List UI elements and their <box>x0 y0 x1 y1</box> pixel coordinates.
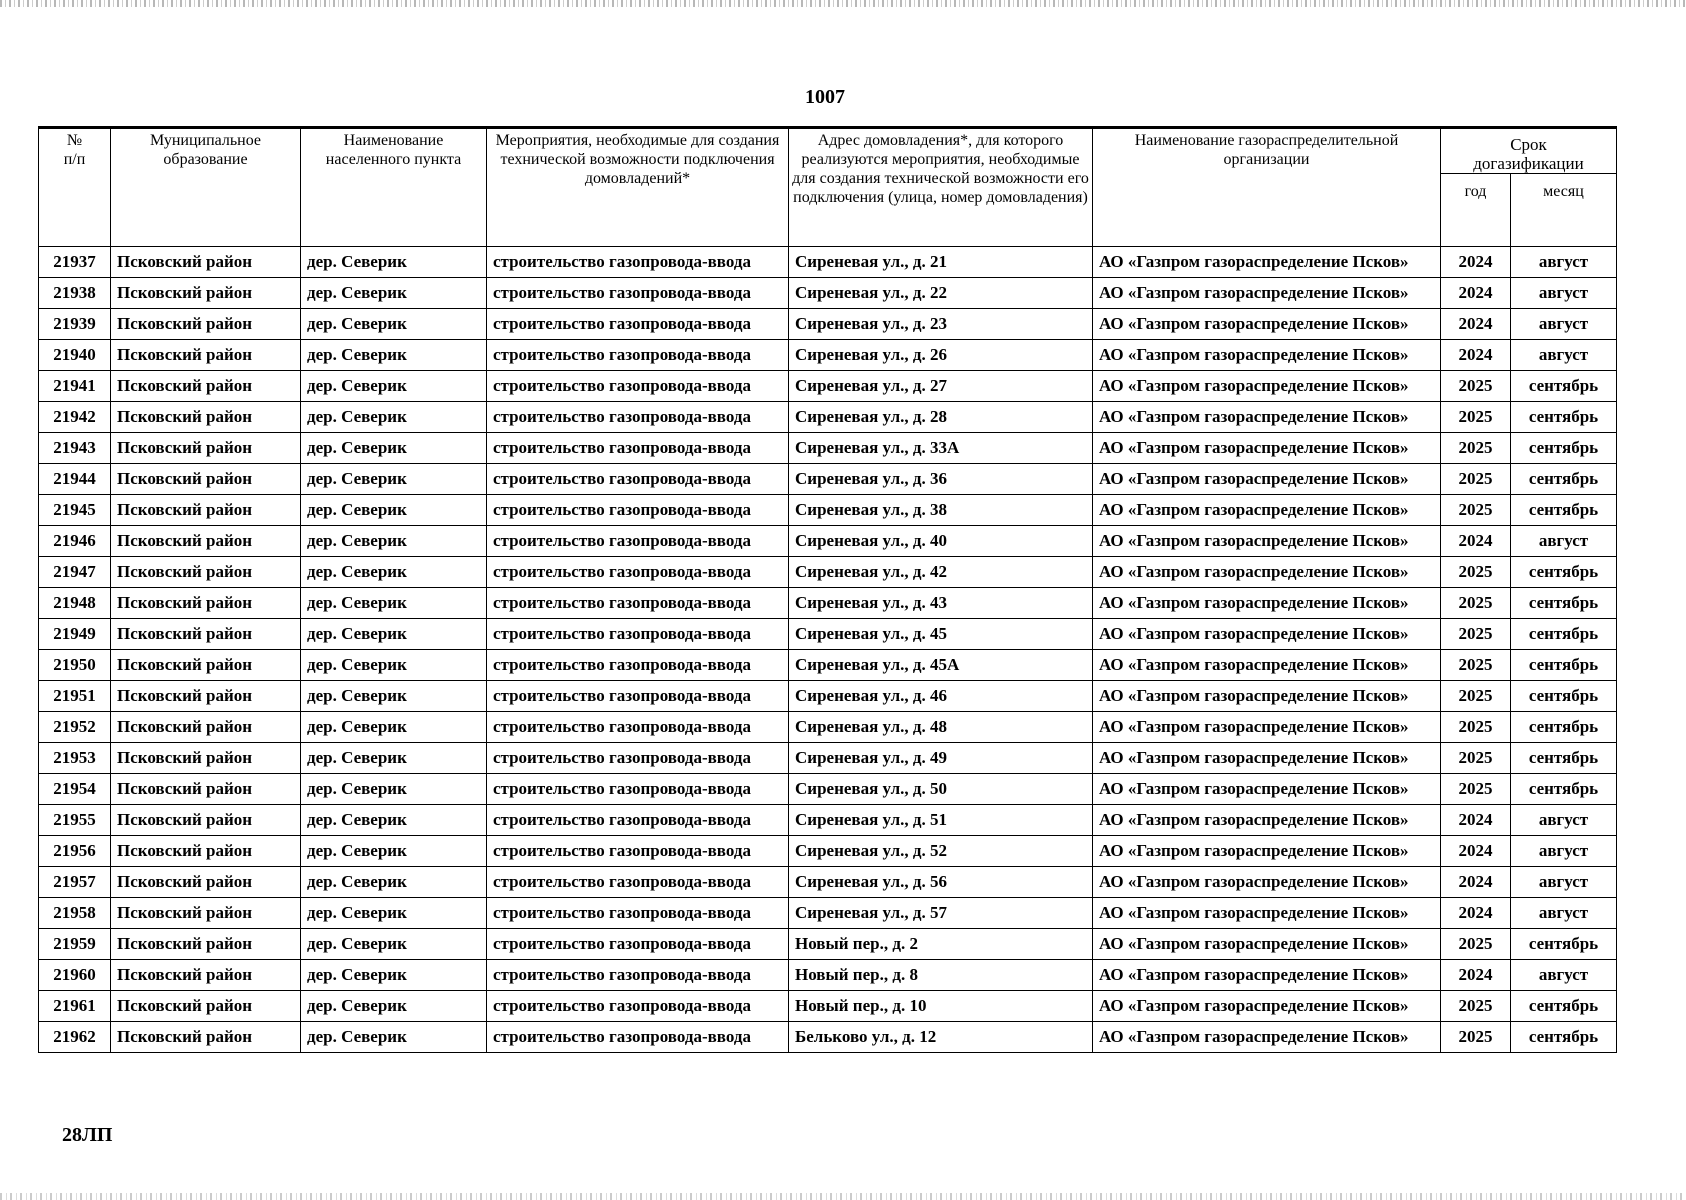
address-cell: Сиреневая ул., д. 52 <box>789 836 1093 867</box>
settlement-cell: дер. Северик <box>301 526 487 557</box>
table-row <box>39 929 1617 960</box>
address-cell: Сиреневая ул., д. 45А <box>789 650 1093 681</box>
year-cell: 2025 <box>1441 464 1511 495</box>
settlement-cell: дер. Северик <box>301 557 487 588</box>
table-body <box>39 247 1617 1053</box>
measure-cell: строительство газопровода-ввода <box>487 743 789 774</box>
month-cell: сентябрь <box>1511 1022 1617 1053</box>
settlement-cell: дер. Северик <box>301 650 487 681</box>
table-row <box>39 867 1617 898</box>
header-measures: Мероприятия, необходимые для создания технической возможности подключения домовладений* <box>487 128 789 247</box>
settlement-cell: дер. Северик <box>301 619 487 650</box>
municipality-cell: Псковский район <box>111 278 301 309</box>
municipality-cell: Псковский район <box>111 743 301 774</box>
year-cell: 2024 <box>1441 309 1511 340</box>
month-cell: сентябрь <box>1511 743 1617 774</box>
row-number: 21950 <box>39 650 111 681</box>
month-cell: август <box>1511 805 1617 836</box>
row-number: 21951 <box>39 681 111 712</box>
address-cell: Сиреневая ул., д. 42 <box>789 557 1093 588</box>
row-number: 21942 <box>39 402 111 433</box>
year-cell: 2025 <box>1441 743 1511 774</box>
month-cell: сентябрь <box>1511 371 1617 402</box>
measure-cell: строительство газопровода-ввода <box>487 991 789 1022</box>
month-cell: август <box>1511 278 1617 309</box>
organization-cell: АО «Газпром газораспределение Псков» <box>1093 371 1441 402</box>
row-number: 21943 <box>39 433 111 464</box>
measure-cell: строительство газопровода-ввода <box>487 309 789 340</box>
row-number: 21939 <box>39 309 111 340</box>
month-cell: сентябрь <box>1511 712 1617 743</box>
organization-cell: АО «Газпром газораспределение Псков» <box>1093 588 1441 619</box>
measure-cell: строительство газопровода-ввода <box>487 898 789 929</box>
address-cell: Сиреневая ул., д. 23 <box>789 309 1093 340</box>
table-row <box>39 526 1617 557</box>
organization-cell: АО «Газпром газораспределение Псков» <box>1093 495 1441 526</box>
measure-cell: строительство газопровода-ввода <box>487 557 789 588</box>
row-number: 21962 <box>39 1022 111 1053</box>
address-cell: Сиреневая ул., д. 45 <box>789 619 1093 650</box>
row-number: 21937 <box>39 247 111 278</box>
month-cell: сентябрь <box>1511 619 1617 650</box>
row-number: 21953 <box>39 743 111 774</box>
municipality-cell: Псковский район <box>111 619 301 650</box>
month-cell: сентябрь <box>1511 557 1617 588</box>
table-row <box>39 836 1617 867</box>
measure-cell: строительство газопровода-ввода <box>487 464 789 495</box>
header-year: год <box>1441 174 1511 247</box>
row-number: 21957 <box>39 867 111 898</box>
address-cell: Новый пер., д. 2 <box>789 929 1093 960</box>
measure-cell: строительство газопровода-ввода <box>487 495 789 526</box>
footer-code: 28ЛП <box>62 1124 113 1146</box>
municipality-cell: Псковский район <box>111 433 301 464</box>
measure-cell: строительство газопровода-ввода <box>487 371 789 402</box>
measure-cell: строительство газопровода-ввода <box>487 712 789 743</box>
table-row <box>39 960 1617 991</box>
year-cell: 2024 <box>1441 278 1511 309</box>
month-cell: август <box>1511 340 1617 371</box>
row-number: 21960 <box>39 960 111 991</box>
address-cell: Сиреневая ул., д. 46 <box>789 681 1093 712</box>
municipality-cell: Псковский район <box>111 960 301 991</box>
organization-cell: АО «Газпром газораспределение Псков» <box>1093 557 1441 588</box>
organization-cell: АО «Газпром газораспределение Псков» <box>1093 898 1441 929</box>
row-number: 21949 <box>39 619 111 650</box>
municipality-cell: Псковский район <box>111 371 301 402</box>
municipality-cell: Псковский район <box>111 774 301 805</box>
month-cell: сентябрь <box>1511 588 1617 619</box>
organization-cell: АО «Газпром газораспределение Псков» <box>1093 712 1441 743</box>
address-cell: Сиреневая ул., д. 49 <box>789 743 1093 774</box>
municipality-cell: Псковский район <box>111 805 301 836</box>
settlement-cell: дер. Северик <box>301 371 487 402</box>
row-number: 21946 <box>39 526 111 557</box>
address-cell: Сиреневая ул., д. 22 <box>789 278 1093 309</box>
address-cell: Сиреневая ул., д. 28 <box>789 402 1093 433</box>
table-row <box>39 1022 1617 1053</box>
measure-cell: строительство газопровода-ввода <box>487 867 789 898</box>
year-cell: 2025 <box>1441 557 1511 588</box>
table-row <box>39 278 1617 309</box>
year-cell: 2024 <box>1441 340 1511 371</box>
scan-edge-bottom <box>0 1193 1686 1200</box>
organization-cell: АО «Газпром газораспределение Псков» <box>1093 836 1441 867</box>
municipality-cell: Псковский район <box>111 867 301 898</box>
measure-cell: строительство газопровода-ввода <box>487 836 789 867</box>
address-cell: Сиреневая ул., д. 56 <box>789 867 1093 898</box>
row-number: 21940 <box>39 340 111 371</box>
month-cell: сентябрь <box>1511 402 1617 433</box>
address-cell: Сиреневая ул., д. 27 <box>789 371 1093 402</box>
row-number: 21947 <box>39 557 111 588</box>
address-cell: Сиреневая ул., д. 48 <box>789 712 1093 743</box>
row-number: 21959 <box>39 929 111 960</box>
month-cell: сентябрь <box>1511 991 1617 1022</box>
header-settlement: Наименование населенного пункта <box>301 128 487 247</box>
table-row <box>39 991 1617 1022</box>
municipality-cell: Псковский район <box>111 495 301 526</box>
row-number: 21941 <box>39 371 111 402</box>
table-row <box>39 743 1617 774</box>
month-cell: сентябрь <box>1511 929 1617 960</box>
address-cell: Новый пер., д. 8 <box>789 960 1093 991</box>
organization-cell: АО «Газпром газораспределение Псков» <box>1093 526 1441 557</box>
month-cell: сентябрь <box>1511 681 1617 712</box>
year-cell: 2025 <box>1441 588 1511 619</box>
year-cell: 2024 <box>1441 247 1511 278</box>
measure-cell: строительство газопровода-ввода <box>487 433 789 464</box>
year-cell: 2024 <box>1441 836 1511 867</box>
header-organization: Наименование газораспределительной организации <box>1093 128 1441 247</box>
year-cell: 2024 <box>1441 898 1511 929</box>
municipality-cell: Псковский район <box>111 898 301 929</box>
settlement-cell: дер. Северик <box>301 774 487 805</box>
settlement-cell: дер. Северик <box>301 247 487 278</box>
organization-cell: АО «Газпром газораспределение Псков» <box>1093 402 1441 433</box>
settlement-cell: дер. Северик <box>301 712 487 743</box>
year-cell: 2025 <box>1441 681 1511 712</box>
year-cell: 2025 <box>1441 774 1511 805</box>
month-cell: август <box>1511 898 1617 929</box>
address-cell: Сиреневая ул., д. 36 <box>789 464 1093 495</box>
gasification-table <box>38 126 1617 1053</box>
municipality-cell: Псковский район <box>111 1022 301 1053</box>
month-cell: август <box>1511 836 1617 867</box>
settlement-cell: дер. Северик <box>301 991 487 1022</box>
organization-cell: АО «Газпром газораспределение Псков» <box>1093 681 1441 712</box>
month-cell: август <box>1511 247 1617 278</box>
measure-cell: строительство газопровода-ввода <box>487 960 789 991</box>
organization-cell: АО «Газпром газораспределение Псков» <box>1093 247 1441 278</box>
organization-cell: АО «Газпром газораспределение Псков» <box>1093 743 1441 774</box>
organization-cell: АО «Газпром газораспределение Псков» <box>1093 278 1441 309</box>
address-cell: Сиреневая ул., д. 50 <box>789 774 1093 805</box>
settlement-cell: дер. Северик <box>301 898 487 929</box>
table-row <box>39 588 1617 619</box>
scan-edge-top <box>0 0 1686 7</box>
year-cell: 2024 <box>1441 805 1511 836</box>
settlement-cell: дер. Северик <box>301 960 487 991</box>
organization-cell: АО «Газпром газораспределение Псков» <box>1093 650 1441 681</box>
measure-cell: строительство газопровода-ввода <box>487 774 789 805</box>
header-num: № п/п <box>39 128 111 247</box>
organization-cell: АО «Газпром газораспределение Псков» <box>1093 929 1441 960</box>
table-row <box>39 340 1617 371</box>
measure-cell: строительство газопровода-ввода <box>487 247 789 278</box>
settlement-cell: дер. Северик <box>301 433 487 464</box>
month-cell: сентябрь <box>1511 433 1617 464</box>
measure-cell: строительство газопровода-ввода <box>487 588 789 619</box>
table-header <box>39 128 1617 247</box>
year-cell: 2025 <box>1441 433 1511 464</box>
year-cell: 2024 <box>1441 867 1511 898</box>
settlement-cell: дер. Северик <box>301 805 487 836</box>
year-cell: 2025 <box>1441 619 1511 650</box>
organization-cell: АО «Газпром газораспределение Псков» <box>1093 805 1441 836</box>
year-cell: 2025 <box>1441 929 1511 960</box>
table-row <box>39 774 1617 805</box>
address-cell: Сиреневая ул., д. 57 <box>789 898 1093 929</box>
settlement-cell: дер. Северик <box>301 309 487 340</box>
row-number: 21958 <box>39 898 111 929</box>
table-row <box>39 495 1617 526</box>
municipality-cell: Псковский район <box>111 681 301 712</box>
row-number: 21956 <box>39 836 111 867</box>
row-number: 21952 <box>39 712 111 743</box>
settlement-cell: дер. Северик <box>301 681 487 712</box>
month-cell: сентябрь <box>1511 495 1617 526</box>
measure-cell: строительство газопровода-ввода <box>487 526 789 557</box>
address-cell: Сиреневая ул., д. 26 <box>789 340 1093 371</box>
municipality-cell: Псковский район <box>111 402 301 433</box>
organization-cell: АО «Газпром газораспределение Псков» <box>1093 340 1441 371</box>
year-cell: 2025 <box>1441 495 1511 526</box>
table-row <box>39 557 1617 588</box>
settlement-cell: дер. Северик <box>301 836 487 867</box>
table-row <box>39 433 1617 464</box>
municipality-cell: Псковский район <box>111 309 301 340</box>
measure-cell: строительство газопровода-ввода <box>487 278 789 309</box>
measure-cell: строительство газопровода-ввода <box>487 805 789 836</box>
organization-cell: АО «Газпром газораспределение Псков» <box>1093 960 1441 991</box>
address-cell: Сиреневая ул., д. 33А <box>789 433 1093 464</box>
header-address: Адрес домовладения*, для которого реализуются мероприятия, необходимые для создания технической возможности его подключения (улица, номер домовладения) <box>789 128 1093 247</box>
municipality-cell: Псковский район <box>111 526 301 557</box>
organization-cell: АО «Газпром газораспределение Псков» <box>1093 991 1441 1022</box>
year-cell: 2025 <box>1441 650 1511 681</box>
municipality-cell: Псковский район <box>111 464 301 495</box>
table-row <box>39 619 1617 650</box>
header-month: месяц <box>1511 174 1617 247</box>
address-cell: Сиреневая ул., д. 21 <box>789 247 1093 278</box>
address-cell: Новый пер., д. 10 <box>789 991 1093 1022</box>
month-cell: август <box>1511 526 1617 557</box>
year-cell: 2025 <box>1441 371 1511 402</box>
table-row <box>39 371 1617 402</box>
month-cell: сентябрь <box>1511 464 1617 495</box>
address-cell: Сиреневая ул., д. 43 <box>789 588 1093 619</box>
municipality-cell: Псковский район <box>111 991 301 1022</box>
month-cell: август <box>1511 960 1617 991</box>
month-cell: август <box>1511 309 1617 340</box>
table-row <box>39 805 1617 836</box>
municipality-cell: Псковский район <box>111 650 301 681</box>
measure-cell: строительство газопровода-ввода <box>487 402 789 433</box>
table-row <box>39 464 1617 495</box>
address-cell: Сиреневая ул., д. 51 <box>789 805 1093 836</box>
municipality-cell: Псковский район <box>111 836 301 867</box>
settlement-cell: дер. Северик <box>301 340 487 371</box>
organization-cell: АО «Газпром газораспределение Псков» <box>1093 309 1441 340</box>
year-cell: 2025 <box>1441 712 1511 743</box>
organization-cell: АО «Газпром газораспределение Псков» <box>1093 619 1441 650</box>
page-number: 1007 <box>805 86 845 108</box>
table-row <box>39 681 1617 712</box>
settlement-cell: дер. Северик <box>301 867 487 898</box>
row-number: 21961 <box>39 991 111 1022</box>
row-number: 21948 <box>39 588 111 619</box>
table-row <box>39 309 1617 340</box>
row-number: 21954 <box>39 774 111 805</box>
organization-cell: АО «Газпром газораспределение Псков» <box>1093 1022 1441 1053</box>
address-cell: Бельково ул., д. 12 <box>789 1022 1093 1053</box>
year-cell: 2025 <box>1441 402 1511 433</box>
year-cell: 2025 <box>1441 991 1511 1022</box>
settlement-cell: дер. Северик <box>301 495 487 526</box>
measure-cell: строительство газопровода-ввода <box>487 1022 789 1053</box>
measure-cell: строительство газопровода-ввода <box>487 681 789 712</box>
organization-cell: АО «Газпром газораспределение Псков» <box>1093 774 1441 805</box>
settlement-cell: дер. Северик <box>301 464 487 495</box>
municipality-cell: Псковский район <box>111 557 301 588</box>
year-cell: 2025 <box>1441 1022 1511 1053</box>
table-row <box>39 898 1617 929</box>
settlement-cell: дер. Северик <box>301 929 487 960</box>
row-number: 21955 <box>39 805 111 836</box>
address-cell: Сиреневая ул., д. 38 <box>789 495 1093 526</box>
header-municipality: Муниципальное образование <box>111 128 301 247</box>
municipality-cell: Псковский район <box>111 340 301 371</box>
settlement-cell: дер. Северик <box>301 278 487 309</box>
settlement-cell: дер. Северик <box>301 1022 487 1053</box>
organization-cell: АО «Газпром газораспределение Псков» <box>1093 867 1441 898</box>
measure-cell: строительство газопровода-ввода <box>487 619 789 650</box>
year-cell: 2024 <box>1441 526 1511 557</box>
measure-cell: строительство газопровода-ввода <box>487 929 789 960</box>
settlement-cell: дер. Северик <box>301 402 487 433</box>
table-row <box>39 712 1617 743</box>
row-number: 21945 <box>39 495 111 526</box>
settlement-cell: дер. Северик <box>301 743 487 774</box>
municipality-cell: Псковский район <box>111 588 301 619</box>
month-cell: сентябрь <box>1511 650 1617 681</box>
settlement-cell: дер. Северик <box>301 588 487 619</box>
municipality-cell: Псковский район <box>111 929 301 960</box>
measure-cell: строительство газопровода-ввода <box>487 650 789 681</box>
organization-cell: АО «Газпром газораспределение Псков» <box>1093 464 1441 495</box>
organization-cell: АО «Газпром газораспределение Псков» <box>1093 433 1441 464</box>
table-row <box>39 402 1617 433</box>
municipality-cell: Псковский район <box>111 247 301 278</box>
row-number: 21938 <box>39 278 111 309</box>
table-row <box>39 650 1617 681</box>
month-cell: сентябрь <box>1511 774 1617 805</box>
header-deadline: Срок догазификации <box>1441 128 1617 174</box>
row-number: 21944 <box>39 464 111 495</box>
table-row <box>39 247 1617 278</box>
month-cell: август <box>1511 867 1617 898</box>
measure-cell: строительство газопровода-ввода <box>487 340 789 371</box>
address-cell: Сиреневая ул., д. 40 <box>789 526 1093 557</box>
municipality-cell: Псковский район <box>111 712 301 743</box>
year-cell: 2024 <box>1441 960 1511 991</box>
